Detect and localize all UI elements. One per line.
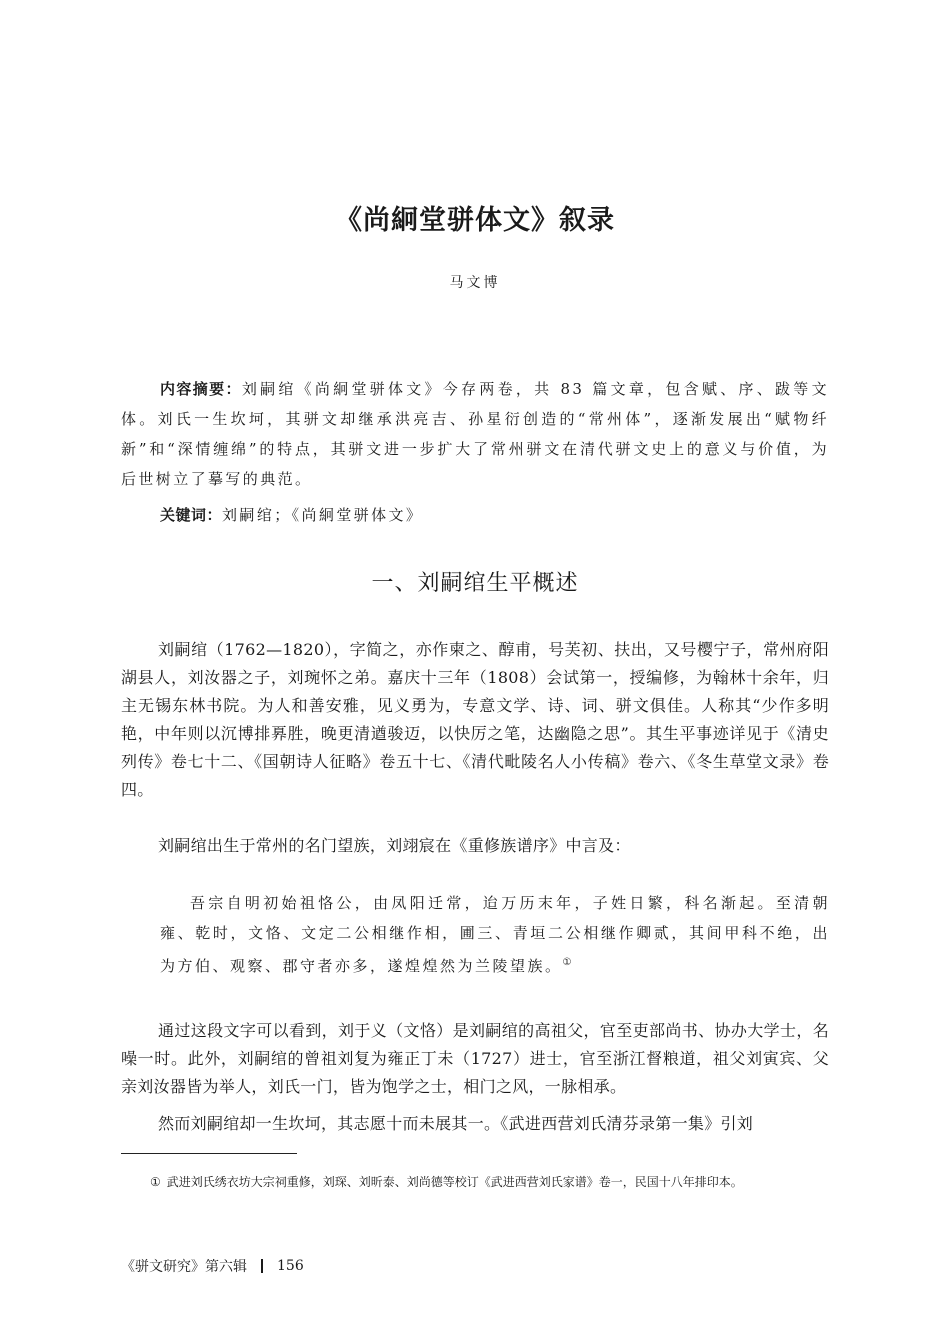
block-quote (160, 888, 830, 981)
keywords (121, 500, 829, 530)
author-name: 马文博 (449, 275, 501, 291)
body-paragraph: 刘嗣绾（1762—1820），字简之，亦作柬之、醇甫，号芙初、扶出，又号樱宁子，常州府阳湖县人，刘汝器之子，刘琬怀之弟。嘉庆十三年（1808）会试第一，授编修，为翰林十余年，归主无锡东林书院。为人和善安雅，见义勇为，专意文学、诗、词、骈文俱佳。人称其“少作多明艳，中年则以沉博排奡胜，晚更清遒骏迈，以快厉之笔，达幽隐之思”。其生平事迹详见于《清史列传》卷七十二、《国朝诗人征略》卷五十七、《清代毗陵名人小传稿》卷六、《冬生草堂文录》卷四。 (121, 640, 829, 799)
page-number: 156 (277, 1258, 304, 1274)
footnote-divider (121, 1153, 297, 1154)
body-paragraph: 通过这段文字可以看到，刘于义（文恪）是刘嗣绾的高祖父，官至吏部尚书、协办大学士，名噪一时。此外，刘嗣绾的曾祖刘复为雍正丁未（1727）进士，官至浙江督粮道，祖父刘寅宾、父亲刘汝器皆为举人，刘氏一门，皆为饱学之士，相门之风，一脉相承。 (121, 1021, 829, 1096)
article-title: 《尚絅堂骈体文》叙录 (335, 205, 615, 236)
quote-text: 吾宗自明初始祖恪公，由凤阳迁常，迨万历末年，子姓日繁，科名渐起。至清朝雍、乾时，文恪、文定二公相继作相，圃三、青垣二公相继作卿贰，其间甲科不绝，出为方伯、观察、郡守者亦多，遂煌煌然为兰陵望族。 (160, 894, 830, 975)
abstract (121, 374, 829, 494)
body-paragraph: 刘嗣绾出生于常州的名门望族，刘翊宸在《重修族谱序》中言及： (158, 836, 631, 855)
keywords-text: 刘嗣绾；《尚絅堂骈体文》 (222, 506, 424, 524)
keywords-label: 关键词： (160, 506, 223, 524)
body-paragraph: 然而刘嗣绾却一生坎坷，其志愿十而未展其一。《武进西营刘氏清芬录第一集》引刘 (158, 1114, 754, 1133)
footer-separator (261, 1259, 263, 1273)
footnote-mark: ① (150, 1175, 161, 1189)
footnote-reference[interactable]: ① (562, 957, 574, 968)
footnote (150, 1173, 830, 1191)
abstract-text: 刘嗣绾《尚絅堂骈体文》今存两卷，共 83 篇文章，包含赋、序、跋等文体。刘氏一生坎坷，其骈文却继承洪亮吉、孙星衍创造的“常州体”，逐渐发展出“赋物纤新”和“深情缠绵”的特点，其骈文进一步扩大了常州骈文在清代骈文史上的意义与价值，为后世树立了摹写的典范。 (121, 380, 829, 488)
footnote-text: 武进刘氏绣衣坊大宗祠重修，刘琛、刘昕泰、刘尚德等校订《武进西营刘氏家谱》卷一，民国十八年排印本。 (166, 1175, 743, 1189)
journal-name: 《骈文研究》第六辑 (121, 1259, 247, 1275)
page-footer (121, 1256, 304, 1276)
abstract-label: 内容摘要： (160, 380, 242, 398)
section-heading: 一、刘嗣绾生平概述 (371, 571, 579, 596)
